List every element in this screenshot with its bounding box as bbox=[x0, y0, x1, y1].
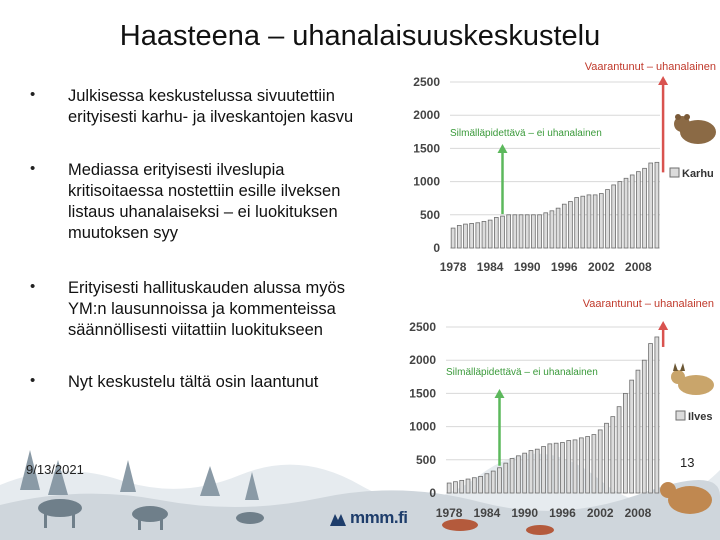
bar bbox=[519, 215, 523, 248]
bar bbox=[605, 423, 609, 493]
bar bbox=[464, 224, 468, 248]
bar bbox=[488, 220, 492, 248]
bar bbox=[544, 213, 548, 248]
lynx-population-chart bbox=[398, 293, 720, 525]
y-tick-label: 1500 bbox=[413, 141, 440, 156]
bar bbox=[494, 217, 498, 248]
bar bbox=[579, 438, 583, 493]
mmm-logo bbox=[330, 508, 407, 528]
bar bbox=[636, 172, 640, 248]
y-tick-label: 1500 bbox=[409, 386, 436, 401]
logo-mark-icon bbox=[330, 512, 346, 526]
red-arrowhead bbox=[658, 321, 668, 330]
bar bbox=[575, 198, 579, 248]
bar bbox=[560, 443, 564, 493]
bar bbox=[498, 468, 502, 493]
bar bbox=[618, 182, 622, 248]
slide-date: 9/13/2021 bbox=[26, 462, 84, 477]
bar bbox=[510, 458, 514, 493]
x-tick-label: 1990 bbox=[513, 260, 541, 274]
bar bbox=[581, 196, 585, 248]
bar bbox=[587, 195, 591, 248]
bar bbox=[636, 370, 640, 493]
bar bbox=[556, 208, 560, 248]
x-tick-label: 1996 bbox=[549, 506, 576, 520]
bar bbox=[630, 175, 634, 248]
slide-title: Haasteena – uhanalaisuuskeskustelu bbox=[119, 20, 601, 52]
y-tick-label: 500 bbox=[419, 207, 440, 222]
bar bbox=[466, 479, 470, 493]
bar bbox=[562, 204, 566, 248]
legend bbox=[676, 411, 712, 423]
bar bbox=[599, 194, 603, 248]
bar bbox=[507, 215, 511, 248]
bullet-dot-icon: • bbox=[30, 160, 36, 177]
bar bbox=[447, 483, 451, 493]
bar bbox=[451, 228, 455, 248]
bar bbox=[548, 444, 552, 493]
y-tick-label: 2000 bbox=[413, 108, 440, 123]
bar bbox=[535, 449, 539, 493]
bar bbox=[649, 163, 653, 248]
red-status-label: Vaarantunut – uhanalainen bbox=[584, 61, 716, 73]
bar bbox=[529, 451, 533, 493]
bar bbox=[476, 223, 480, 248]
legend-label: Karhu bbox=[682, 168, 714, 180]
x-tick-label: 2002 bbox=[586, 506, 614, 520]
y-tick-label: 0 bbox=[429, 486, 436, 500]
bar bbox=[612, 185, 616, 248]
x-tick-label: 1990 bbox=[511, 506, 539, 520]
bar bbox=[567, 441, 571, 493]
legend-swatch bbox=[670, 168, 679, 177]
y-tick-label: 2000 bbox=[409, 353, 436, 368]
bullet-dot-icon: • bbox=[30, 86, 36, 103]
bear-icon bbox=[674, 114, 716, 144]
bar bbox=[482, 221, 486, 248]
x-tick-label: 2008 bbox=[625, 260, 652, 274]
legend-label: Ilves bbox=[688, 411, 713, 423]
y-tick-label: 2500 bbox=[413, 75, 440, 89]
bar bbox=[554, 443, 558, 493]
bar bbox=[531, 215, 535, 248]
x-tick-label: 2008 bbox=[624, 506, 652, 520]
bar bbox=[460, 480, 464, 493]
bar bbox=[655, 337, 659, 493]
bar bbox=[501, 216, 505, 248]
bar bbox=[516, 456, 520, 493]
bullet-text: Erityisesti hallituskauden alussa myös YM:n lausunnoissa ja kommenteissa säännöllisesti viitattiin luokitukseen bbox=[68, 279, 345, 339]
bar bbox=[485, 474, 489, 493]
bar bbox=[586, 437, 590, 493]
bar bbox=[523, 453, 527, 493]
legend-swatch bbox=[676, 411, 685, 420]
bar bbox=[655, 162, 659, 248]
bar bbox=[623, 393, 627, 493]
y-tick-label: 0 bbox=[433, 241, 440, 255]
bar bbox=[569, 202, 573, 248]
x-tick-label: 2002 bbox=[587, 260, 615, 274]
red-arrowhead bbox=[658, 76, 668, 85]
bar bbox=[593, 195, 597, 248]
bullet-dot-icon: • bbox=[30, 372, 36, 389]
bar bbox=[472, 478, 476, 493]
bar-series bbox=[451, 162, 659, 248]
bar bbox=[624, 178, 628, 248]
y-tick-label: 1000 bbox=[413, 174, 440, 189]
bar bbox=[630, 380, 634, 493]
x-tick-label: 1996 bbox=[550, 260, 578, 274]
x-tick-label: 1978 bbox=[435, 506, 463, 520]
bar bbox=[457, 225, 461, 248]
bullet-text: Julkisessa keskustelussa sivuutettiin erityisesti karhu- ja ilveskantojen kasvu bbox=[68, 87, 354, 126]
bar bbox=[479, 476, 483, 493]
bar bbox=[453, 482, 457, 493]
bar bbox=[525, 215, 529, 248]
green-status-label: Silmälläpidettävä – ei uhanalainen bbox=[450, 128, 602, 139]
y-tick-label: 500 bbox=[415, 452, 436, 467]
page-number: 13 bbox=[680, 455, 695, 470]
bar bbox=[598, 430, 602, 493]
legend bbox=[670, 168, 714, 180]
logo-text: mmm.fi bbox=[350, 508, 408, 527]
red-status-label: Vaarantunut – uhanalainen bbox=[582, 298, 714, 310]
bullet-text: Nyt keskustelu tältä osin laantunut bbox=[68, 373, 319, 391]
green-status-label: Silmälläpidettävä – ei uhanalainen bbox=[446, 367, 598, 378]
bar bbox=[606, 190, 610, 248]
bar bbox=[642, 360, 646, 493]
bullet-dot-icon: • bbox=[30, 278, 36, 295]
bar bbox=[611, 417, 615, 493]
bar bbox=[617, 407, 621, 493]
y-tick-label: 1000 bbox=[409, 419, 436, 434]
lynx-icon bbox=[671, 363, 714, 395]
bear-population-chart bbox=[398, 60, 720, 280]
bar bbox=[542, 447, 546, 493]
bar bbox=[513, 215, 517, 248]
bar bbox=[504, 463, 508, 493]
bar bbox=[491, 471, 495, 493]
bar bbox=[538, 215, 542, 248]
bullet-text: Mediassa erityisesti ilveslupia kritisoitaessa nostettiin esille ilveksen listaus uhanalaiseksi – ei luokituksen muutoksen syy bbox=[68, 161, 341, 242]
x-tick-label: 1984 bbox=[476, 260, 504, 274]
x-tick-label: 1978 bbox=[439, 260, 467, 274]
y-tick-label: 2500 bbox=[409, 320, 436, 334]
bar bbox=[592, 435, 596, 493]
x-tick-label: 1984 bbox=[473, 506, 501, 520]
bar bbox=[573, 440, 577, 493]
bar bbox=[470, 223, 474, 248]
bar bbox=[649, 344, 653, 493]
bar bbox=[550, 211, 554, 248]
bar bbox=[643, 168, 647, 248]
